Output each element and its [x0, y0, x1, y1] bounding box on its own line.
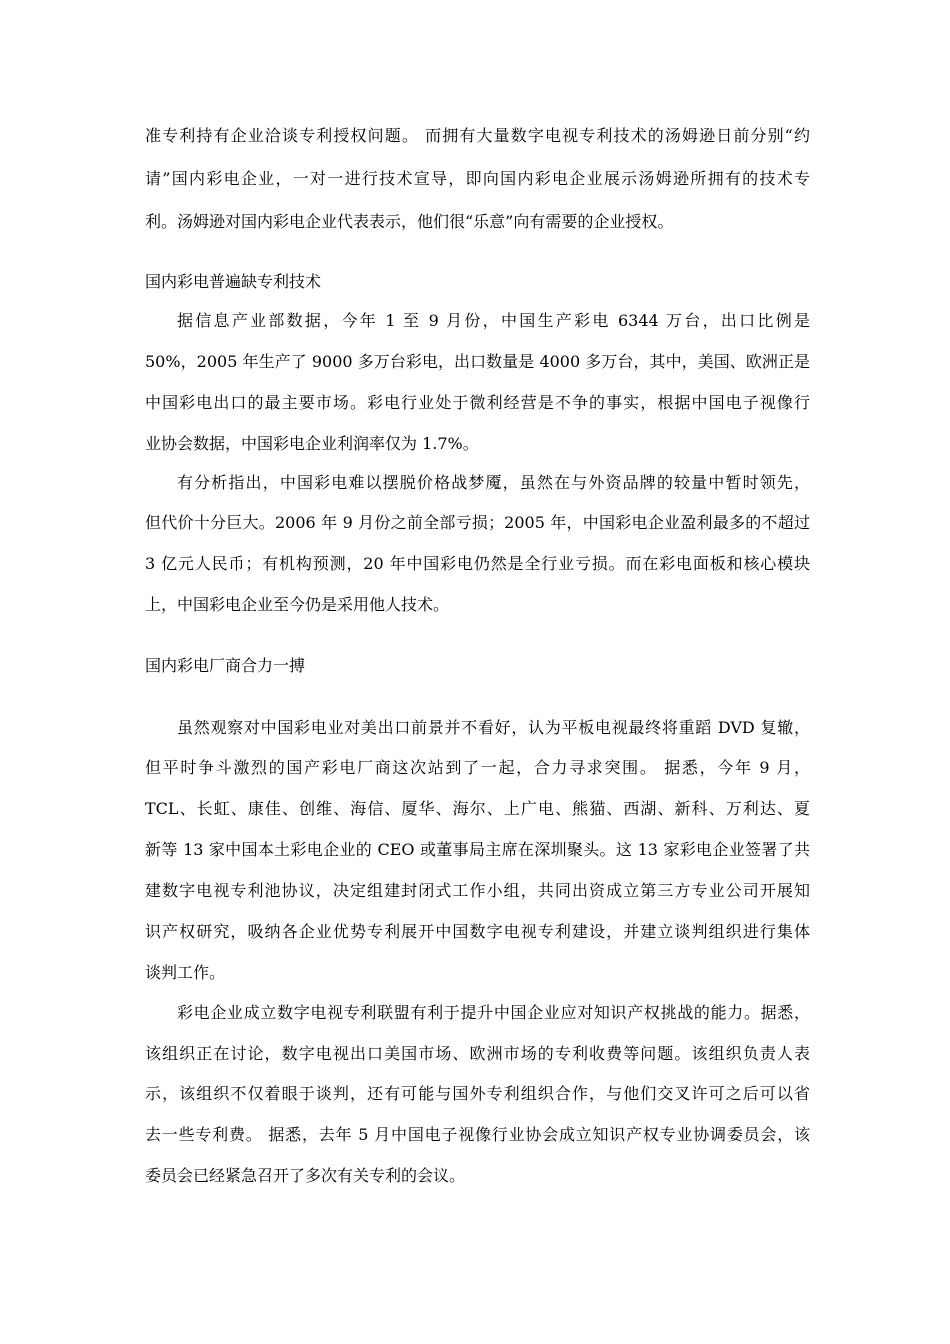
paragraph-line: 谈判工作。: [145, 963, 226, 982]
paragraph-line: 有分析指出，中国彩电难以摆脱价格战梦魇，虽然在与外资品牌的较量中暂时领先，: [177, 473, 810, 492]
paragraph-line: 上，中国彩电企业至今仍是采用他人技术。: [145, 595, 450, 614]
paragraph-line: 新等 13 家中国本土彩电企业的 CEO 或董事局主席在深圳聚头。这 13 家彩电企业签署了共: [145, 840, 810, 859]
paragraph-line: 建数字电视专利池协议，决定组建封闭式工作小组，共同出资成立第三方专业公司开展知: [145, 881, 810, 900]
paragraph-line: 50%，2005 年生产了 9000 多万台彩电，出口数量是 4000 多万台，其中，美国、欧洲正是: [145, 352, 810, 371]
paragraph-line: 利。汤姆逊对国内彩电企业代表表示，他们很“乐意”向有需要的企业授权。: [145, 212, 674, 231]
paragraph-line: 示，该组织不仅着眼于谈判，还有可能与国外专利组织合作，与他们交叉许可之后可以省: [145, 1084, 810, 1103]
paragraph-line: 业协会数据，中国彩电企业利润率仅为 1.7%。: [145, 434, 479, 453]
paragraph-line: 该组织正在讨论，数字电视出口美国市场、欧洲市场的专利收费等问题。该组织负责人表: [145, 1044, 810, 1063]
paragraph-line: 但平时争斗激烈的国产彩电厂商这次站到了一起，合力寻求突围。 据悉，今年 9 月，: [145, 758, 810, 777]
paragraph-line: 去一些专利费。 据悉，去年 5 月中国电子视像行业协会成立知识产权专业协调委员会，该: [145, 1125, 810, 1144]
section-heading: 国内彩电普遍缺专利技术: [145, 272, 322, 291]
paragraph-line: 请”国内彩电企业，一对一进行技术宣导，即向国内彩电企业展示汤姆逊所拥有的技术专: [145, 169, 810, 188]
paragraph-line: TCL、长虹、康佳、创维、海信、厦华、海尔、上广电、熊猫、西湖、新科、万利达、夏: [145, 799, 810, 818]
paragraph-line: 中国彩电出口的最主要市场。彩电行业处于微利经营是不争的事实，根据中国电子视像行: [145, 393, 810, 412]
paragraph-line: 彩电企业成立数字电视专利联盟有利于提升中国企业应对知识产权挑战的能力。据悉，: [177, 1003, 810, 1022]
paragraph-line: 据信息产业部数据，今年 1 至 9 月份，中国生产彩电 6344 万台，出口比例是: [177, 311, 810, 330]
paragraph-line: 识产权研究，吸纳各企业优势专利展开中国数字电视专利建设，并建立谈判组织进行集体: [145, 922, 810, 941]
paragraph-line: 虽然观察对中国彩电业对美出口前景并不看好，认为平板电视最终将重蹈 DVD 复辙，: [177, 718, 810, 737]
paragraph-line: 但代价十分巨大。2006 年 9 月份之前全部亏损；2005 年，中国彩电企业盈利最多的不超过: [145, 513, 810, 532]
paragraph-line: 3 亿元人民币；有机构预测，20 年中国彩电仍然是全行业亏损。而在彩电面板和核心模块: [145, 554, 810, 573]
paragraph-line: 委员会已经紧急召开了多次有关专利的会议。: [145, 1166, 466, 1185]
section-heading: 国内彩电厂商合力一搏: [145, 656, 306, 675]
paragraph-line: 准专利持有企业洽谈专利授权问题。 而拥有大量数字电视专利技术的汤姆逊日前分别“约: [145, 126, 810, 145]
